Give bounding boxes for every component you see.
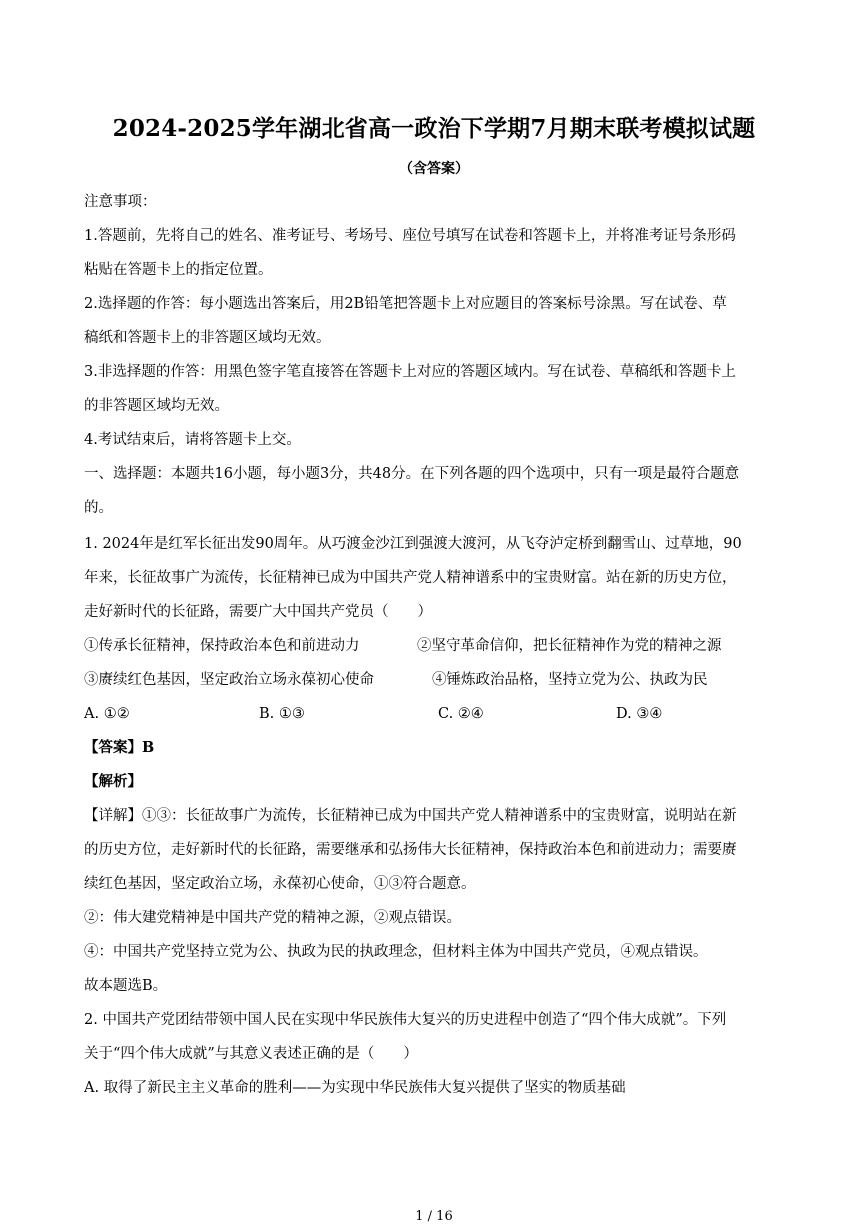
notice-line: 的非答题区域均无效。 bbox=[84, 398, 229, 414]
notice-line: 2.选择题的作答：每小题选出答案后，用2B铅笔把答题卡上对应题目的答案标号涂黑。写在试卷、草 bbox=[84, 296, 727, 312]
q1-analysis-line: 【详解】①③：长征故事广为流传，长征精神已成为中国共产党人精神谱系中的宝贵财富，说明站在新 bbox=[84, 808, 737, 824]
q1-stem-line: 年来，长征故事广为流传，长征精神已成为中国共产党人精神谱系中的宝贵财富。站在新的历史方位， bbox=[84, 570, 737, 586]
q1-stem-line: 1. 2024年是红军长征出发90周年。从巧渡金沙江到强渡大渡河，从飞夺泸定桥到翻雪山、过草地，90 bbox=[84, 536, 742, 552]
q1-option-a: A. ①② bbox=[84, 706, 130, 722]
q1-conclusion: 故本题选B。 bbox=[84, 978, 168, 994]
q1-analysis-line: ④：中国共产党坚持立党为公、执政为民的执政理念，但材料主体为中国共产党员，④观点错误。 bbox=[84, 944, 708, 960]
page-title: 2024-2025学年湖北省高一政治下学期7月期末联考模拟试题 bbox=[112, 115, 756, 142]
notice-line: 粘贴在答题卡上的指定位置。 bbox=[84, 262, 273, 278]
q1-statement-4: ④锤炼政治品格，坚持立党为公、执政为民 bbox=[432, 672, 708, 688]
q1-option-c: C. ②④ bbox=[438, 706, 484, 722]
page-subtitle: （含答案） bbox=[399, 161, 469, 177]
q1-statement-1: ①传承长征精神，保持政治本色和前进动力 bbox=[84, 638, 360, 654]
section-heading: 一、选择题：本题共16小题，每小题3分，共48分。在下列各题的四个选项中，只有一项是最符合题意 bbox=[84, 466, 740, 482]
q2-option-a: A. 取得了新民主主义革命的胜利——为实现中华民族伟大复兴提供了坚实的物质基础 bbox=[84, 1080, 626, 1096]
q1-answer: 【答案】B bbox=[84, 739, 155, 756]
notice-line: 稿纸和答题卡上的非答题区域均无效。 bbox=[84, 330, 331, 346]
q1-analysis-line: ②：伟大建党精神是中国共产党的精神之源，②观点错误。 bbox=[84, 910, 461, 926]
q1-stem-line: 走好新时代的长征路，需要广大中国共产党员（ ） bbox=[84, 604, 432, 620]
q1-analysis-line: 续红色基因，坚定政治立场，永葆初心使命，①③符合题意。 bbox=[84, 876, 476, 892]
notice-heading: 注意事项： bbox=[84, 194, 157, 210]
q1-statement-2: ②坚守革命信仰，把长征精神作为党的精神之源 bbox=[417, 638, 722, 654]
q1-analysis-line: 的历史方位，走好新时代的长征路，需要继承和弘扬伟大长征精神，保持政治本色和前进动力；需要赓 bbox=[84, 842, 737, 858]
q1-statement-3: ③赓续红色基因，坚定政治立场永葆初心使命 bbox=[84, 672, 374, 688]
q1-option-d: D. ③④ bbox=[616, 706, 663, 722]
q2-stem-line: 关于“四个伟大成就”与其意义表述正确的是（ ） bbox=[84, 1046, 418, 1062]
notice-line: 3.非选择题的作答：用黑色签字笔直接答在答题卡上对应的答题区域内。写在试卷、草稿纸和答题卡上 bbox=[84, 364, 736, 380]
page-number: 1 / 16 bbox=[415, 1209, 453, 1224]
q1-option-b: B. ①③ bbox=[259, 706, 305, 722]
notice-line: 1.答题前，先将自己的姓名、准考证号、考场号、座位号填写在试卷和答题卡上，并将准考证号条形码 bbox=[84, 228, 736, 244]
q1-analysis-heading: 【解析】 bbox=[84, 773, 142, 790]
section-heading-cont: 的。 bbox=[84, 500, 113, 516]
q2-stem-line: 2. 中国共产党团结带领中国人民在实现中华民族伟大复兴的历史进程中创造了“四个伟大成就”。下列 bbox=[84, 1012, 727, 1028]
notice-line: 4.考试结束后，请将答题卡上交。 bbox=[84, 432, 301, 448]
